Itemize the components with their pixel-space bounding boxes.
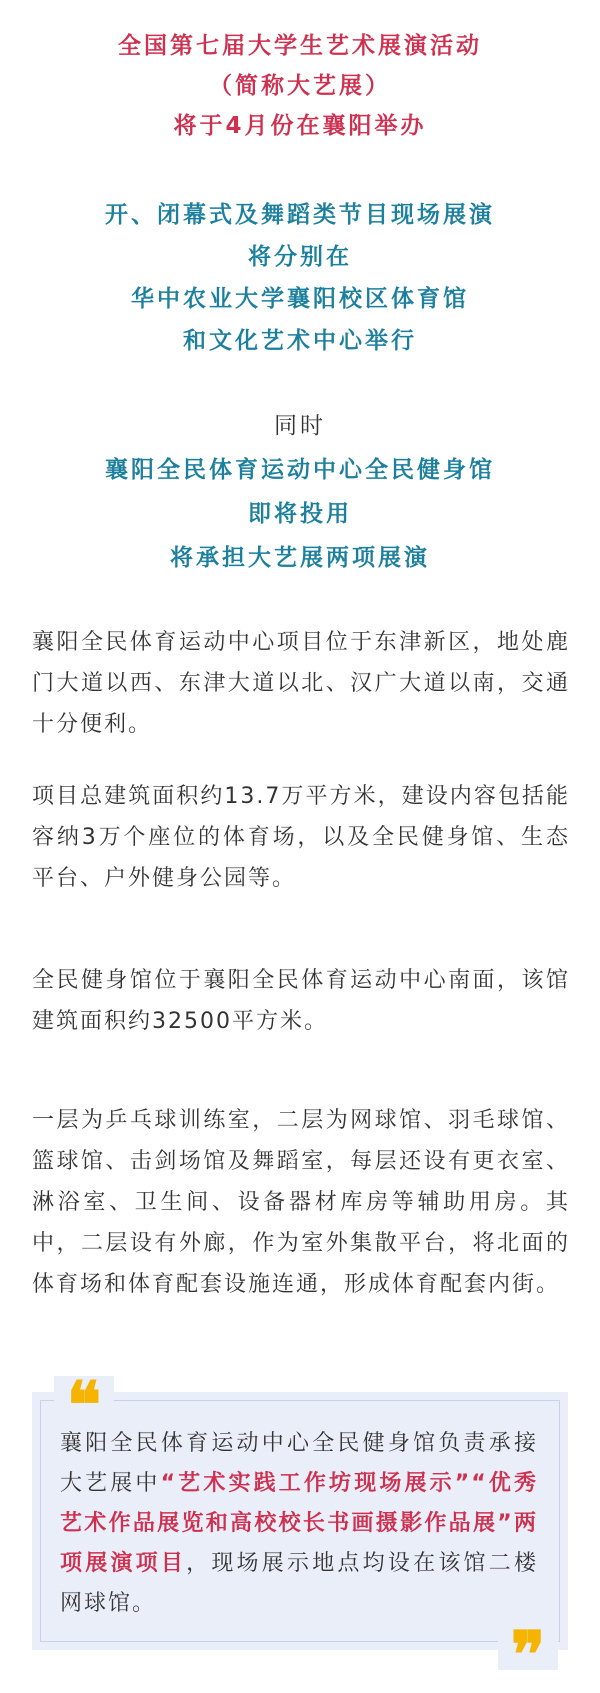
quote-highlight: “艺术实践工作坊现场展示”“优秀艺术作品展览和高校校长书画摄影作品展”两项展演项目 bbox=[60, 1471, 538, 1576]
quote-intro: 襄阳全民体育运动中心全民健身馆负责承接大艺展中 bbox=[60, 1431, 538, 1496]
open-quote-icon: ❝ bbox=[54, 1376, 114, 1426]
body-paragraph-floors: 一层为乒乓球训练室，二层为网球馆、羽毛球馆、篮球馆、击剑场馆及舞蹈室，每层还设有更衣室、淋浴室、卫生间、设备器材库房等辅助用房。其中，二层设有外廊，作为室外集散平台，将北面的体育场和体育配套设施连通，形成体育配套内街。 bbox=[32, 1108, 570, 1297]
venue-line: 和文化艺术中心举行 bbox=[183, 328, 417, 354]
simultaneous-block bbox=[0, 448, 600, 580]
body-paragraph-location: 襄阳全民体育运动中心项目位于东津新区，地处鹿门大道以西、东津大道以北、汉广大道以南，交通十分便利。 bbox=[32, 630, 570, 737]
simultaneous-line: 将承担大艺展两项展演 bbox=[170, 545, 430, 571]
headline-line: （简称大艺展） bbox=[209, 73, 391, 99]
headline-line: 将于4月份在襄阳举办 bbox=[173, 113, 427, 139]
venue-line: 华中农业大学襄阳校区体育馆 bbox=[131, 286, 469, 312]
headline-line: 全国第七届大学生艺术展演活动 bbox=[118, 33, 482, 59]
close-quote-icon: ❞ bbox=[498, 1620, 558, 1670]
venue-line: 开、闭幕式及舞蹈类节目现场展演 bbox=[105, 202, 495, 228]
venue-block bbox=[0, 194, 600, 362]
simultaneous-line: 即将投用 bbox=[248, 501, 352, 527]
body-paragraph-area: 项目总建筑面积约13.7万平方米，建设内容包括能容纳3万个座位的体育场，以及全民健身馆、生态平台、户外健身公园等。 bbox=[32, 784, 570, 891]
simultaneous-label: 同时 bbox=[274, 413, 326, 439]
simultaneous-line: 襄阳全民体育运动中心全民健身馆 bbox=[105, 457, 495, 483]
headline-block bbox=[0, 26, 600, 146]
quote-text bbox=[60, 1424, 538, 1624]
venue-line: 将分别在 bbox=[248, 244, 352, 270]
body-paragraph-gym: 全民健身馆位于襄阳全民体育运动中心南面，该馆建筑面积约32500平方米。 bbox=[32, 968, 570, 1034]
quote-box bbox=[32, 1368, 568, 1693]
quote-outro: ，现场展示地点均设在该馆二楼网球馆。 bbox=[60, 1551, 538, 1616]
